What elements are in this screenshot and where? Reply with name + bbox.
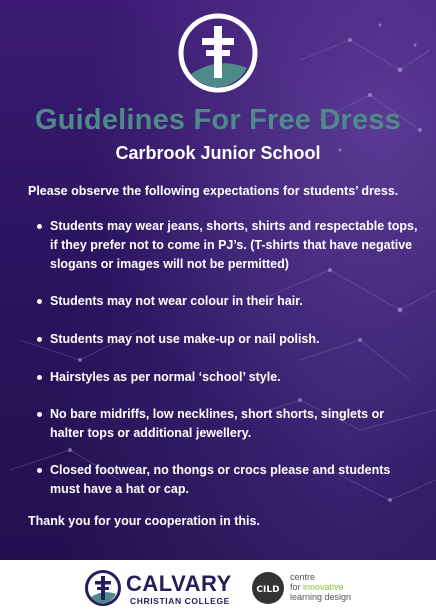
intro-text: Please observe the following expectations for students’ dress.: [28, 184, 399, 198]
rule-item: Hairstyles as per normal ‘school’ style.: [50, 368, 420, 387]
calvary-cross-logo: [177, 12, 259, 94]
cild-line-2: [290, 582, 351, 592]
cild-line-1: centre: [290, 572, 316, 582]
footer: [0, 560, 436, 615]
cild-line-2-prefix: for: [290, 582, 301, 592]
cild-wordmark: [290, 572, 351, 602]
rule-item: Students may not wear colour in their hair.: [50, 292, 420, 311]
calvary-cross-logo: [84, 569, 122, 607]
rule-item: Closed footwear, no thongs or crocs please and students must have a hat or cap.: [50, 461, 420, 499]
cild-badge-logo: [252, 572, 284, 604]
rule-item: No bare midriffs, low necklines, short shorts, singlets or halter tops or additional jewellery.: [50, 405, 420, 443]
calvary-subtitle: CHRISTIAN COLLEGE: [130, 596, 230, 606]
rule-item: Students may wear jeans, shorts, shirts and respectable tops, if they prefer not to come in PJ’s. (T-shirts that have negative slogans or images will not be permitted): [50, 217, 420, 274]
cild-line-3: learning design: [290, 592, 352, 602]
page-title: Guidelines For Free Dress: [34, 104, 401, 136]
thanks-text: Thank you for your cooperation in this.: [28, 514, 260, 528]
school-name: Carbrook Junior School: [115, 143, 321, 163]
rule-item: Students may not use make-up or nail polish.: [50, 330, 420, 349]
cild-badge-text: CILD: [256, 585, 280, 595]
cild-line-2-accent: innovative: [303, 582, 344, 592]
calvary-wordmark: CALVARY: [126, 571, 232, 596]
